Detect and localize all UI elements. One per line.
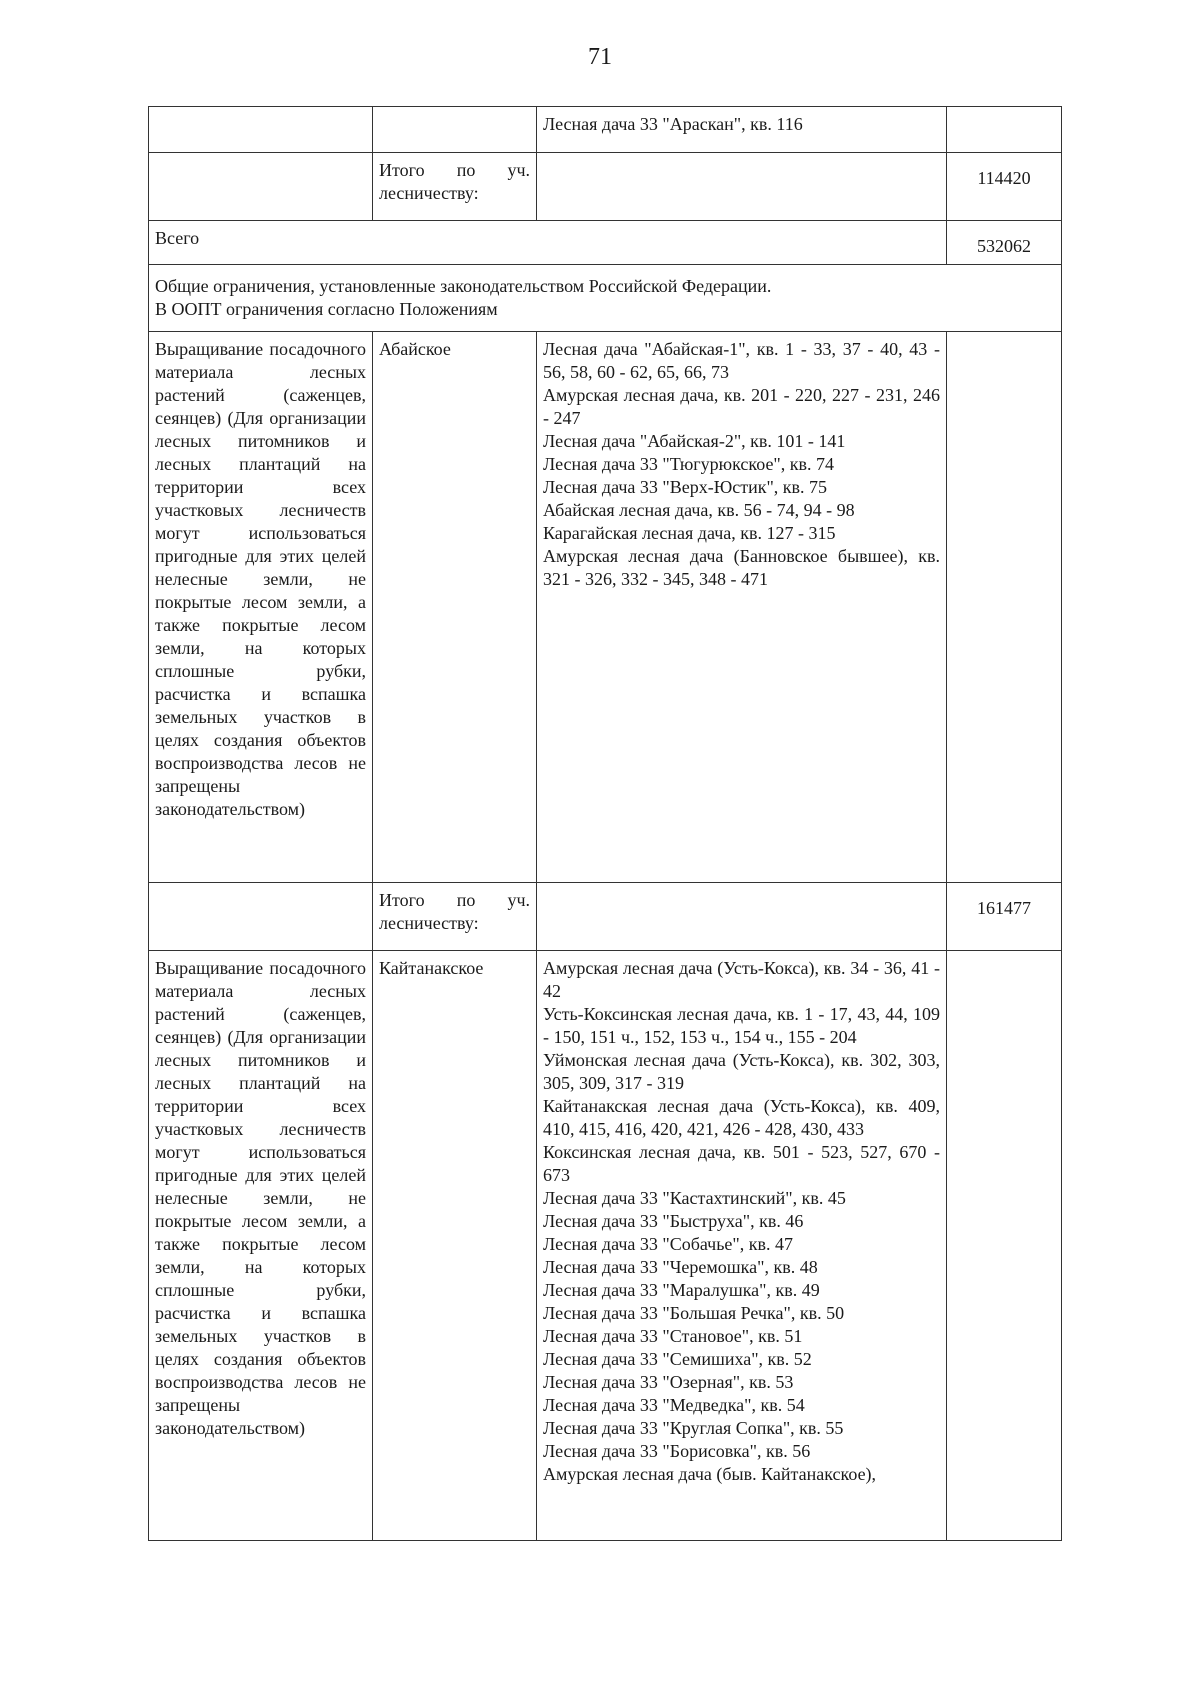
activity-description: Выращивание посадочного материала лесных растений (саженцев, сеянцев) (Для организации лесных питомников и лесных плантаций на территории всех участковых лесничеств могут использоваться пригодные для этих целей нелесные земли, не покрытые лесом земли, а также покрытые лесом земли, на которых сплошные рубки, расчистка и вспашка земельных участков в целях создания объектов воспроизводства лесов не запрещены законодательством) [149, 332, 373, 883]
list-item: Усть-Коксинская лесная дача, кв. 1 - 17, 43, 44, 109 - 150, 151 ч., 152, 153 ч., 154 ч., 155 - 204 [543, 1004, 940, 1047]
list-item: Лесная дача 33 "Семишиха", кв. 52 [543, 1349, 812, 1369]
subtotal-value: 114420 [947, 153, 1062, 221]
page-number: 71 [588, 44, 612, 70]
cell-empty [149, 883, 373, 951]
cell-empty [149, 107, 373, 153]
location-cell [537, 107, 947, 153]
subtotal-label: Итого по уч. лесничеству: [373, 883, 537, 951]
list-item: Лесная дача 33 "Большая Речка", кв. 50 [543, 1303, 845, 1323]
cell-empty [149, 153, 373, 221]
list-item: Абайская лесная дача, кв. 56 - 74, 94 - 98 [543, 500, 855, 520]
list-item: Коксинская лесная дача, кв. 501 - 523, 527, 670 - 673 [543, 1142, 940, 1185]
cell-empty [947, 951, 1062, 1541]
list-item: Кайтанакская лесная дача (Усть-Кокса), кв. 409, 410, 415, 416, 420, 421, 426 - 428, 430, 433 [543, 1096, 940, 1139]
cell-empty [537, 153, 947, 221]
table-row [149, 221, 1062, 265]
list-item: Лесная дача 33 "Маралушка", кв. 49 [543, 1280, 820, 1300]
table-row [149, 153, 1062, 221]
cell-empty [537, 883, 947, 951]
general-restrictions [149, 265, 1062, 332]
table-row [149, 265, 1062, 332]
list-item: Лесная дача "Абайская-2", кв. 101 - 141 [543, 431, 846, 451]
activity-description: Выращивание посадочного материала лесных растений (саженцев, сеянцев) (Для организации лесных питомников и лесных плантаций на территории всех участковых лесничеств могут использоваться пригодные для этих целей нелесные земли, не покрытые лесом земли, а также покрытые лесом земли, на которых сплошные рубки, расчистка и вспашка земельных участков в целях создания объектов воспроизводства лесов не запрещены законодательством) [149, 951, 373, 1541]
subtotal-label: Итого по уч. лесничеству: [373, 153, 537, 221]
list-item: Амурская лесная дача, кв. 201 - 220, 227 - 231, 246 - 247 [543, 385, 940, 428]
location-line: Лесная дача 33 "Араскан", кв. 116 [543, 114, 803, 134]
list-item: Лесная дача 33 "Борисовка", кв. 56 [543, 1441, 811, 1461]
cell-empty [947, 107, 1062, 153]
list-item: Уймонская лесная дача (Усть-Кокса), кв. 302, 303, 305, 309, 317 - 319 [543, 1050, 940, 1093]
list-item: Карагайская лесная дача, кв. 127 - 315 [543, 523, 836, 543]
total-label: Всего [149, 221, 947, 265]
location-list [543, 957, 940, 1486]
list-item: Амурская лесная дача (Банновское бывшее), кв. 321 - 326, 332 - 345, 348 - 471 [543, 546, 940, 589]
cell-empty [947, 332, 1062, 883]
cell-empty [373, 107, 537, 153]
list-item: Лесная дача 33 "Тюгурюкское", кв. 74 [543, 454, 835, 474]
list-item: Лесная дача 33 "Озерная", кв. 53 [543, 1372, 794, 1392]
list-item: Лесная дача 33 "Медведка", кв. 54 [543, 1395, 805, 1415]
list-item: Лесная дача 33 "Кастахтинский", кв. 45 [543, 1188, 846, 1208]
total-value: 532062 [947, 221, 1062, 265]
list-item: Амурская лесная дача (быв. Кайтанакское), [543, 1464, 877, 1484]
subtotal-value: 161477 [947, 883, 1062, 951]
location-list [543, 338, 940, 591]
table-row [149, 107, 1062, 153]
forestry-name: Кайтанакское [373, 951, 537, 1541]
list-item: Лесная дача 33 "Собачье", кв. 47 [543, 1234, 794, 1254]
table-row [149, 951, 1062, 1541]
list-item: Лесная дача 33 "Становое", кв. 51 [543, 1326, 803, 1346]
general-restrictions-line: В ООПТ ограничения согласно Положениям [155, 299, 498, 319]
list-item: Лесная дача 33 "Верх-Юстик", кв. 75 [543, 477, 828, 497]
list-item: Лесная дача 33 "Быструха", кв. 46 [543, 1211, 804, 1231]
list-item: Лесная дача "Абайская-1", кв. 1 - 33, 37 - 40, 43 - 56, 58, 60 - 62, 65, 66, 73 [543, 339, 940, 382]
general-restrictions-line: Общие ограничения, установленные законодательством Российской Федерации. [155, 276, 772, 296]
forestry-name: Абайское [373, 332, 537, 883]
table-row [149, 883, 1062, 951]
list-item: Лесная дача 33 "Круглая Сопка", кв. 55 [543, 1418, 844, 1438]
forestry-table [148, 106, 1062, 1541]
list-item: Амурская лесная дача (Усть-Кокса), кв. 34 - 36, 41 - 42 [543, 958, 940, 1001]
list-item: Лесная дача 33 "Черемошка", кв. 48 [543, 1257, 818, 1277]
table-row [149, 332, 1062, 883]
location-cell [537, 951, 947, 1541]
location-cell [537, 332, 947, 883]
